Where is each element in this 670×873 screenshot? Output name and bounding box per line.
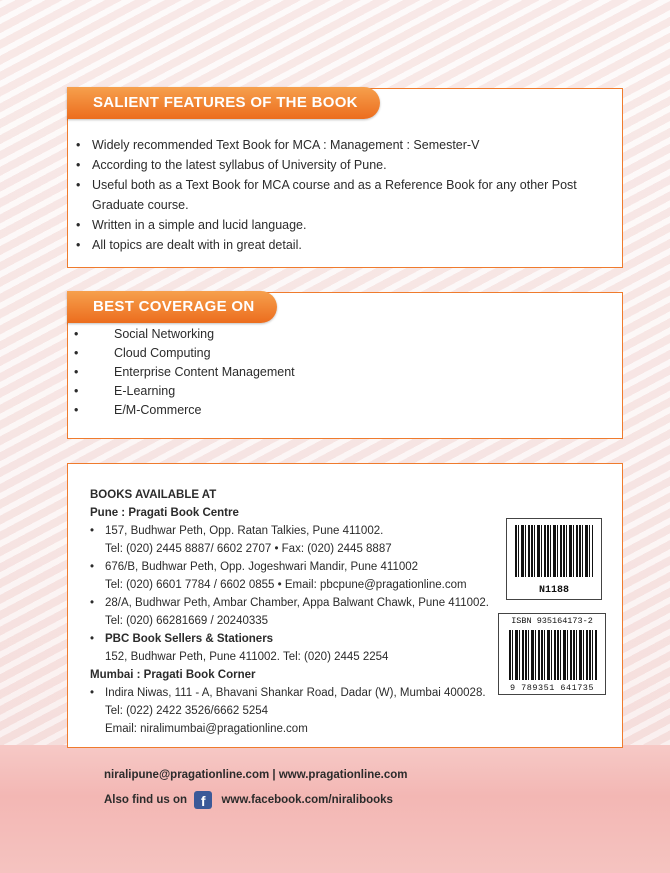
contact-line: Tel: (020) 66281669 / 20240335	[105, 615, 269, 627]
contact-line: Tel: (020) 6601 7784 / 6602 0855 • Email: pbcpune@pragationline.com	[105, 579, 467, 591]
email-line: Email: niralimumbai@pragationline.com	[105, 723, 308, 735]
facebook-link[interactable]: www.facebook.com/niralibooks	[221, 794, 393, 806]
coverage-panel	[67, 292, 623, 439]
address-line: • 157, Budhwar Peth, Opp. Ratan Talkies, Pune 411002.	[105, 525, 384, 537]
list-item: • According to the latest syllabus of University of Pune.	[92, 155, 612, 175]
list-item	[90, 630, 520, 666]
barcode-isbn	[498, 613, 606, 695]
pbc-address: 152, Budhwar Peth, Pune 411002. Tel: (020) 2445 2254	[105, 651, 389, 663]
barcode-code: N1188	[538, 585, 569, 596]
find-us-text: Also find us on	[104, 794, 188, 806]
list-item: • Enterprise Content Management	[90, 363, 295, 382]
contact-footer: niralipune@pragationline.com | www.pragationline.com	[104, 769, 408, 781]
social-footer	[104, 789, 393, 811]
list-item: • Widely recommended Text Book for MCA : Management : Semester-V	[92, 135, 612, 155]
coverage-list	[90, 325, 295, 420]
list-item	[90, 522, 520, 558]
list-item	[90, 684, 520, 738]
list-item: • Useful both as a Text Book for MCA course and as a Reference Book for any other Post Graduate course.	[92, 175, 612, 215]
features-list	[92, 135, 612, 255]
barcode-bars	[515, 525, 593, 577]
list-item: • Written in a simple and lucid language.	[92, 215, 612, 235]
mumbai-heading: Mumbai : Pragati Book Corner	[90, 669, 256, 681]
list-item	[90, 558, 520, 594]
features-panel	[67, 88, 623, 268]
list-item: • Cloud Computing	[90, 344, 295, 363]
list-item	[90, 594, 520, 630]
barcode-bars	[509, 630, 597, 680]
availability-heading: BOOKS AVAILABLE AT	[90, 489, 217, 501]
contact-line: Tel: (022) 2422 3526/6662 5254	[105, 705, 269, 717]
pbc-name: • PBC Book Sellers & Stationers	[105, 633, 274, 645]
features-title: SALIENT FEATURES OF THE BOOK	[67, 87, 380, 119]
address-line: • Indira Niwas, 111 - A, Bhavani Shankar Road, Dadar (W), Mumbai 400028.	[105, 687, 486, 699]
barcode-n1188	[506, 518, 602, 600]
address-line: • 28/A, Budhwar Peth, Ambar Chamber, Appa Balwant Chawk, Pune 411002.	[105, 597, 489, 609]
isbn-digits: 9 789351 641735	[509, 683, 594, 693]
list-item: • E-Learning	[90, 382, 295, 401]
address-line: • 676/B, Budhwar Peth, Opp. Jogeshwari Mandir, Pune 411002	[105, 561, 419, 573]
availability-text	[90, 486, 520, 738]
facebook-icon[interactable]: f	[194, 791, 212, 809]
availability-panel	[67, 463, 623, 748]
list-item: • All topics are dealt with in great detail.	[92, 235, 612, 255]
pune-heading: Pune : Pragati Book Centre	[90, 507, 239, 519]
list-item: • E/M-Commerce	[90, 401, 295, 420]
list-item: • Social Networking	[90, 325, 295, 344]
isbn-label: ISBN 935164173-2	[511, 616, 593, 626]
contact-line: Tel: (020) 2445 8887/ 6602 2707 • Fax: (020) 2445 8887	[105, 543, 392, 555]
coverage-title: BEST COVERAGE ON	[67, 291, 277, 323]
